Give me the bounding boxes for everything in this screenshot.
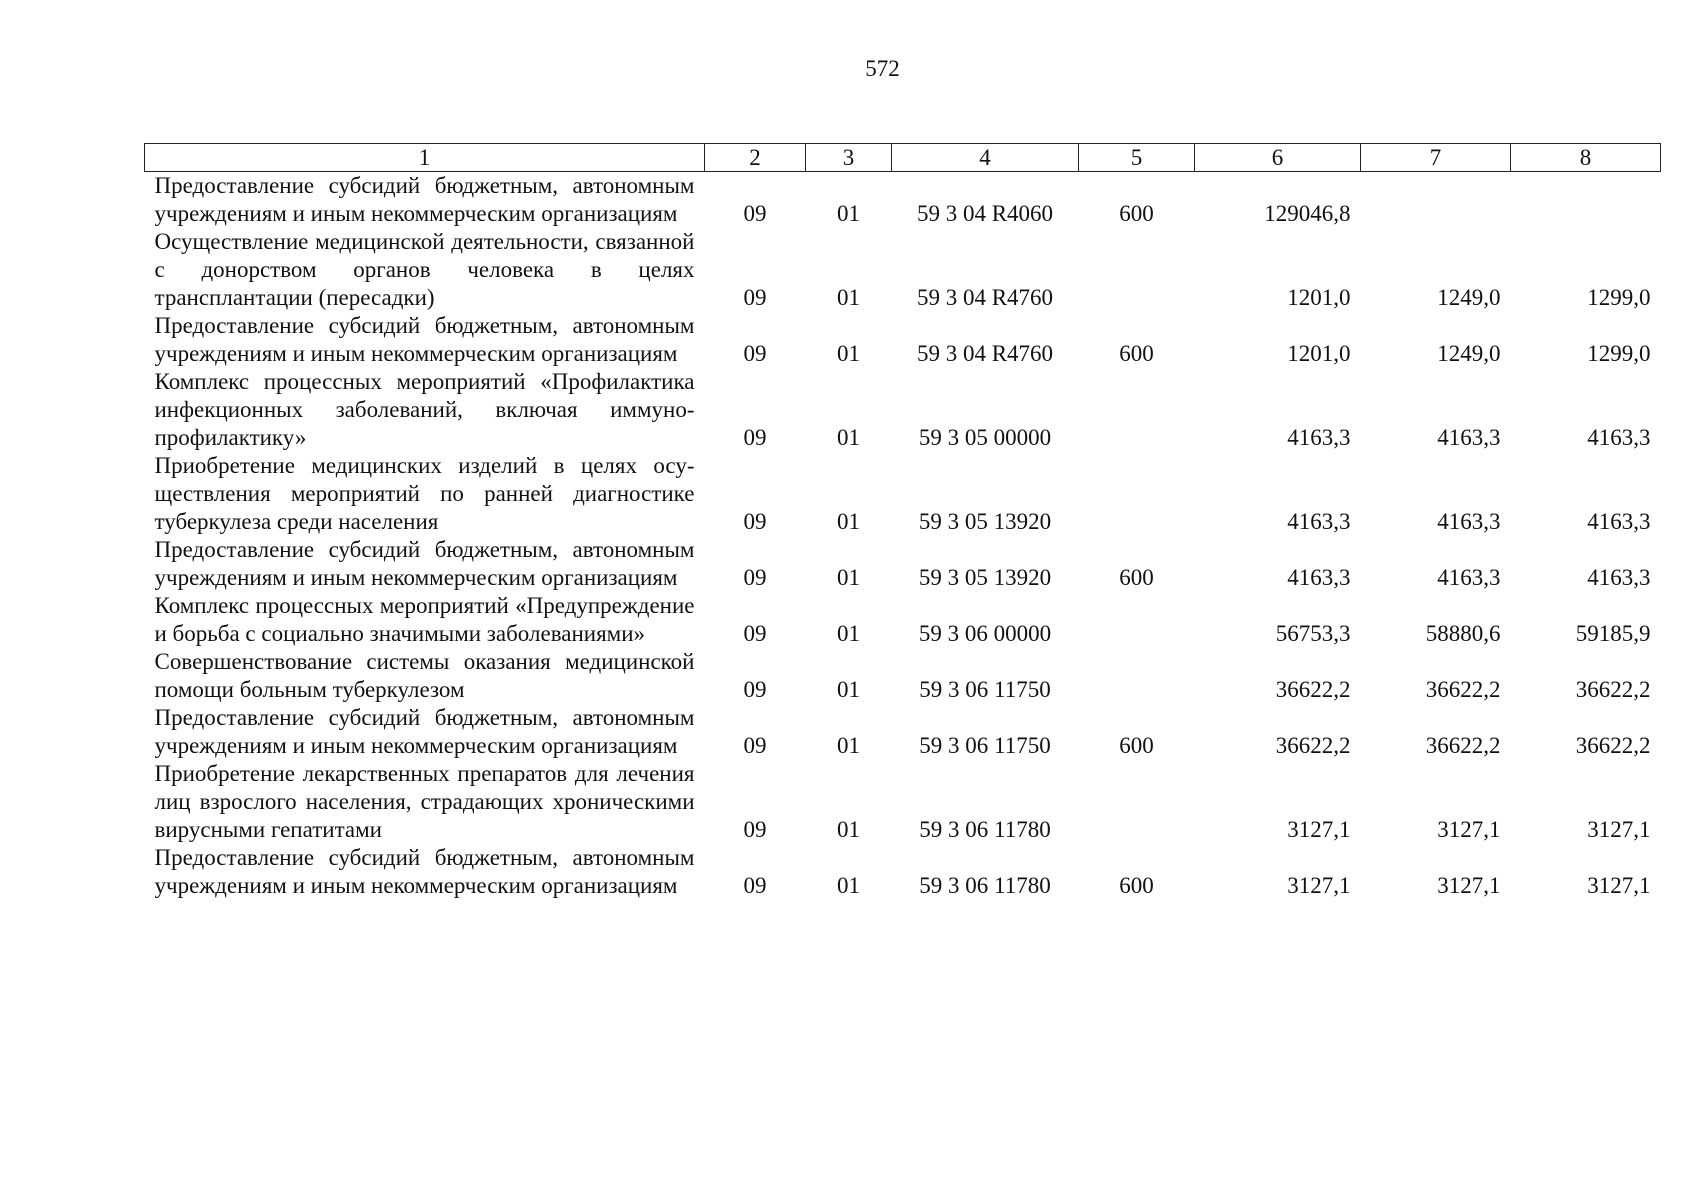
target-item-code-cell: 59 3 05 00000: [918, 425, 1052, 450]
subsection-code-cell: 01: [837, 817, 860, 842]
section-code-cell: 09: [743, 285, 767, 310]
column-header-7: 7: [1361, 144, 1511, 172]
amount-year-3-cell: 4163,3: [1587, 565, 1651, 590]
amount-year-1-cell: 4163,3: [1287, 425, 1351, 450]
subsection-code-cell: 01: [837, 201, 860, 226]
section-code-cell: 09: [743, 509, 767, 534]
amount-year-2-cell: 36622,2: [1425, 677, 1501, 702]
section-code-cell: 09: [743, 425, 767, 450]
amount-year-2-cell: 58880,6: [1425, 621, 1501, 646]
amount-year-1-cell: 36622,2: [1275, 733, 1351, 758]
target-item-code-cell: 59 3 04 R4760: [916, 285, 1054, 310]
amount-year-2-cell: 3127,1: [1437, 817, 1501, 842]
column-header-2: 2: [705, 144, 806, 172]
amount-year-3-cell: 59185,9: [1575, 621, 1651, 646]
row-name-cell: Предоставление субсидий бюджетным, автономным учреждениям и иным некоммерческим организациям: [154, 173, 695, 226]
section-code-cell: 09: [743, 565, 767, 590]
subsection-code-cell: 01: [837, 285, 860, 310]
row-name-cell: Осуществление медицинской деятельности, связанной с донорством органов человека в целях трансплантации (пересадки): [154, 229, 695, 310]
table-header-row: [145, 144, 1661, 172]
section-code-cell: 09: [743, 341, 767, 366]
row-name-cell: Комплекс процессных мероприятий «Профилактика инфекционных заболеваний, включая иммунопрофилактику»: [154, 369, 695, 450]
amount-year-1-cell: 36622,2: [1275, 677, 1351, 702]
row-name-cell: Предоставление субсидий бюджетным, автономным учреждениям и иным некоммерческим организациям: [154, 845, 695, 898]
amount-year-1-cell: 1201,0: [1287, 285, 1351, 310]
section-code-cell: 09: [743, 873, 767, 898]
row-name-cell: Комплекс процессных мероприятий «Предупреждение и борьба с социально значимыми заболеваниями»: [154, 593, 695, 646]
target-item-code-cell: 59 3 06 11750: [919, 733, 1051, 758]
table-row: [145, 760, 1661, 844]
row-name-cell: Предоставление субсидий бюджетным, автономным учреждениям и иным некоммерческим организациям: [154, 705, 695, 758]
amount-year-3-cell: 36622,2: [1575, 677, 1651, 702]
table-row: [145, 368, 1661, 452]
target-item-code-cell: 59 3 05 13920: [918, 565, 1052, 590]
amount-year-1-cell: 4163,3: [1287, 565, 1351, 590]
amount-year-2-cell: 36622,2: [1425, 733, 1501, 758]
section-code-cell: 09: [743, 677, 767, 702]
amount-year-3-cell: 36622,2: [1575, 733, 1651, 758]
amount-year-1-cell: 129046,8: [1264, 201, 1351, 226]
row-name-cell: Приобретение лекарственных препаратов для лечения лиц взрослого населения, страдающих хроническими вирусными гепатитами: [154, 761, 695, 842]
expense-type-code-cell: 600: [1119, 201, 1154, 226]
target-item-code-cell: 59 3 04 R4060: [916, 201, 1054, 226]
expense-type-code-cell: [1079, 648, 1195, 704]
amount-year-2-cell: 4163,3: [1437, 509, 1501, 534]
table-row: [145, 844, 1661, 900]
expense-type-code-cell: 600: [1119, 873, 1154, 898]
amount-year-1-cell: 56753,3: [1275, 621, 1351, 646]
amount-year-3-cell: 4163,3: [1587, 509, 1651, 534]
subsection-code-cell: 01: [837, 873, 860, 898]
subsection-code-cell: 01: [837, 509, 860, 534]
target-item-code-cell: 59 3 04 R4760: [916, 341, 1054, 366]
subsection-code-cell: 01: [837, 341, 860, 366]
column-header-3: 3: [806, 144, 892, 172]
amount-year-3-cell: 4163,3: [1587, 425, 1651, 450]
amount-year-3-cell: [1511, 172, 1661, 229]
table-row: [145, 228, 1661, 312]
target-item-code-cell: 59 3 06 11780: [919, 817, 1051, 842]
target-item-code-cell: 59 3 06 00000: [918, 621, 1052, 646]
amount-year-3-cell: 3127,1: [1587, 817, 1651, 842]
target-item-code-cell: 59 3 05 13920: [918, 509, 1052, 534]
expense-type-code-cell: 600: [1119, 733, 1154, 758]
column-header-5: 5: [1079, 144, 1195, 172]
expense-type-code-cell: 600: [1119, 565, 1154, 590]
amount-year-1-cell: 4163,3: [1287, 509, 1351, 534]
subsection-code-cell: 01: [837, 621, 860, 646]
expense-type-code-cell: 600: [1119, 341, 1154, 366]
table-row: [145, 704, 1661, 760]
subsection-code-cell: 01: [837, 425, 860, 450]
section-code-cell: 09: [743, 621, 767, 646]
amount-year-1-cell: 1201,0: [1287, 341, 1351, 366]
amount-year-3-cell: 3127,1: [1587, 873, 1651, 898]
amount-year-2-cell: 1249,0: [1437, 285, 1501, 310]
subsection-code-cell: 01: [837, 733, 860, 758]
expense-type-code-cell: [1079, 592, 1195, 648]
amount-year-1-cell: 3127,1: [1287, 873, 1351, 898]
page-number: 572: [865, 56, 900, 81]
subsection-code-cell: 01: [837, 565, 860, 590]
amount-year-3-cell: 1299,0: [1587, 341, 1651, 366]
amount-year-2-cell: 4163,3: [1437, 565, 1501, 590]
amount-year-2-cell: [1361, 172, 1511, 229]
column-header-4: 4: [892, 144, 1079, 172]
section-code-cell: 09: [743, 733, 767, 758]
table-row: [145, 592, 1661, 648]
subsection-code-cell: 01: [837, 677, 860, 702]
table-row: [145, 452, 1661, 536]
budget-table: [144, 143, 1661, 900]
amount-year-2-cell: 1249,0: [1437, 341, 1501, 366]
section-code-cell: 09: [743, 817, 767, 842]
amount-year-1-cell: 3127,1: [1287, 817, 1351, 842]
amount-year-3-cell: 1299,0: [1587, 285, 1651, 310]
table-row: [145, 312, 1661, 368]
row-name-cell: Предоставление субсидий бюджетным, автономным учреждениям и иным некоммерческим организациям: [154, 313, 695, 366]
table-body: [145, 172, 1661, 901]
expense-type-code-cell: [1079, 452, 1195, 536]
table-row: [145, 648, 1661, 704]
column-header-6: 6: [1195, 144, 1361, 172]
expense-type-code-cell: [1079, 228, 1195, 312]
column-header-1: 1: [145, 144, 705, 172]
row-name-cell: Совершенствование системы оказания медицинской помощи больным туберкулезом: [154, 649, 695, 702]
table-row: [145, 536, 1661, 592]
row-name-cell: Приобретение медицинских изделий в целях осуществления мероприятий по ранней диагностике туберкулеза среди населения: [154, 453, 695, 534]
target-item-code-cell: 59 3 06 11750: [919, 677, 1051, 702]
expense-type-code-cell: [1079, 368, 1195, 452]
amount-year-2-cell: 4163,3: [1437, 425, 1501, 450]
table-row: [145, 172, 1661, 229]
expense-type-code-cell: [1079, 760, 1195, 844]
column-header-8: 8: [1511, 144, 1661, 172]
amount-year-2-cell: 3127,1: [1437, 873, 1501, 898]
section-code-cell: 09: [743, 201, 767, 226]
target-item-code-cell: 59 3 06 11780: [919, 873, 1051, 898]
row-name-cell: Предоставление субсидий бюджетным, автономным учреждениям и иным некоммерческим организациям: [154, 537, 695, 590]
